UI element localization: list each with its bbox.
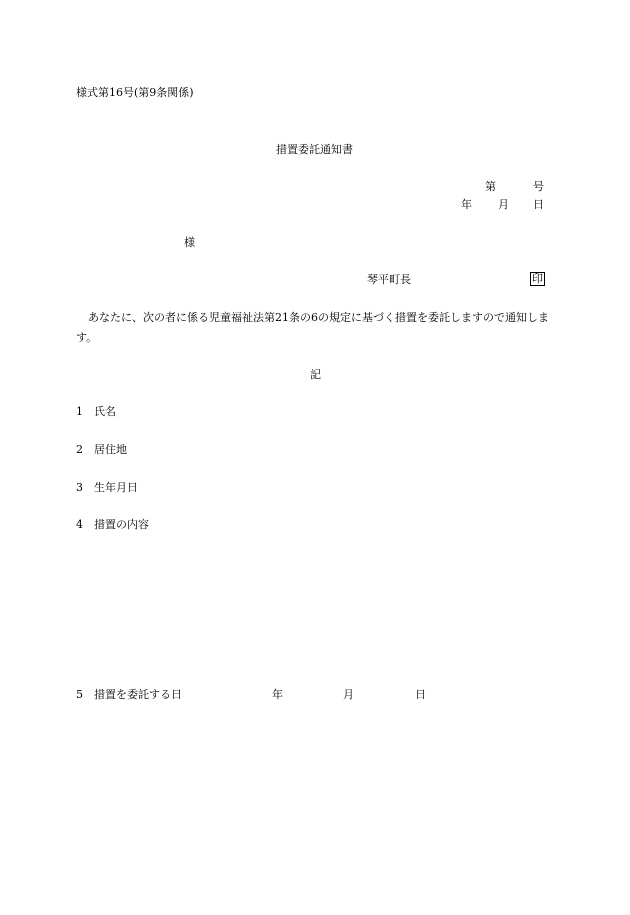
item-5-month: 月 bbox=[343, 688, 354, 701]
item-label: 氏名 bbox=[94, 405, 116, 418]
item-number: 4 bbox=[76, 518, 83, 531]
date-month: 月 bbox=[498, 198, 509, 211]
doc-number-go: 号 bbox=[533, 180, 544, 193]
item-label: 居住地 bbox=[94, 443, 127, 456]
item-label: 措置の内容 bbox=[94, 518, 149, 531]
addressee-suffix: 様 bbox=[184, 236, 195, 249]
item-label: 生年月日 bbox=[94, 481, 138, 494]
item-label: 措置を委託する日 bbox=[94, 688, 182, 701]
item-2 bbox=[76, 443, 127, 457]
item-number: 5 bbox=[76, 688, 83, 701]
item-number: 1 bbox=[76, 405, 83, 418]
item-number: 2 bbox=[76, 443, 83, 456]
item-3 bbox=[76, 481, 138, 495]
issuer-name: 琴平町長 bbox=[367, 273, 411, 286]
date-day: 日 bbox=[533, 198, 544, 211]
ki-heading: 記 bbox=[310, 368, 321, 381]
document-title: 措置委託通知書 bbox=[276, 143, 353, 156]
date-year: 年 bbox=[461, 198, 472, 211]
seal-mark bbox=[530, 272, 545, 286]
item-5-day: 日 bbox=[415, 688, 426, 701]
doc-number-dai: 第 bbox=[485, 180, 496, 193]
body-paragraph: あなたに、次の者に係る児童福祉法第21条の6の規定に基づく措置を委託しますので通知します。 bbox=[76, 311, 549, 344]
form-label: 様式第16号(第9条関係) bbox=[76, 86, 194, 99]
item-5-year: 年 bbox=[272, 688, 283, 701]
item-5 bbox=[76, 688, 182, 702]
item-number: 3 bbox=[76, 481, 83, 494]
item-1 bbox=[76, 405, 116, 419]
item-4 bbox=[76, 518, 149, 532]
seal-char: 印 bbox=[532, 272, 543, 285]
